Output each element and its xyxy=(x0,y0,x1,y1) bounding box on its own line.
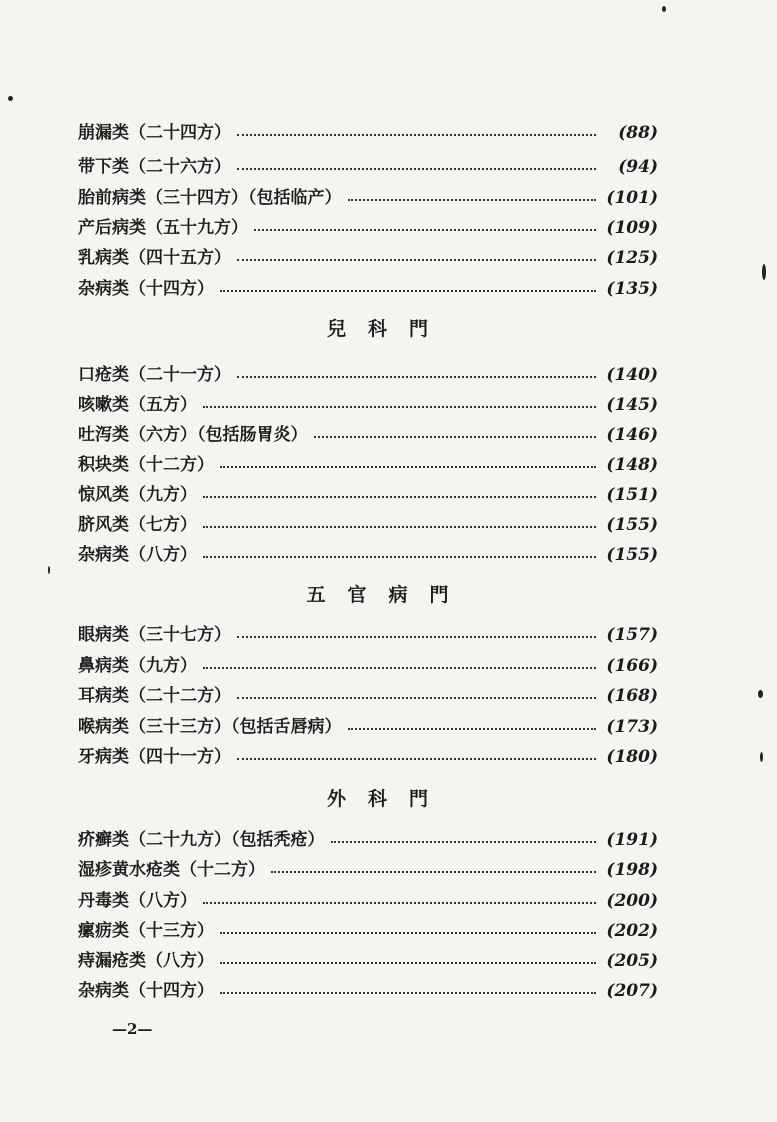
dot-leader xyxy=(220,932,596,934)
dot-leader xyxy=(348,728,597,730)
toc-entry xyxy=(78,360,658,390)
entry-label: 崩漏类（二十四方） xyxy=(78,123,231,143)
section-heading: 外科門 xyxy=(326,788,450,810)
scan-speck xyxy=(662,6,666,12)
entry-page: (205) xyxy=(606,951,658,971)
entry-label: 杂病类（八方） xyxy=(78,545,197,565)
toc-entry xyxy=(78,213,658,243)
dot-leader xyxy=(220,466,596,468)
entry-page: (198) xyxy=(606,860,658,880)
dot-leader xyxy=(237,758,596,760)
dot-leader xyxy=(203,902,596,904)
toc-entry xyxy=(78,450,658,480)
dot-leader xyxy=(220,962,596,964)
section-heading: 兒科門 xyxy=(326,318,450,340)
scan-speck xyxy=(762,264,766,280)
entry-label: 牙病类（四十一方） xyxy=(78,747,231,767)
entry-page: (146) xyxy=(606,425,658,445)
toc-entry xyxy=(78,510,658,540)
toc-entry xyxy=(78,855,658,885)
entry-label: 胎前病类（三十四方）（包括临产） xyxy=(78,188,342,208)
toc-entry xyxy=(78,480,658,510)
dot-leader xyxy=(237,259,596,261)
toc-entry xyxy=(78,742,658,772)
entry-page: (140) xyxy=(606,365,658,385)
dot-leader xyxy=(203,406,596,408)
entry-label: 鼻病类（九方） xyxy=(78,656,197,676)
toc-entry xyxy=(78,183,658,213)
entry-label: 痔漏疮类（八方） xyxy=(78,951,214,971)
entry-page: (200) xyxy=(606,891,658,911)
toc-entry xyxy=(78,540,658,570)
dot-leader xyxy=(237,697,596,699)
entry-label: 杂病类（十四方） xyxy=(78,981,214,1001)
dot-leader xyxy=(331,841,597,843)
entry-label: 乳病类（四十五方） xyxy=(78,248,231,268)
dot-leader xyxy=(271,871,596,873)
dot-leader xyxy=(237,134,596,136)
entry-label: 疥癣类（二十九方）（包括秃疮） xyxy=(78,830,325,850)
entry-page: (166) xyxy=(606,656,658,676)
entry-page: (94) xyxy=(618,157,658,177)
entry-label: 耳病类（二十二方） xyxy=(78,686,231,706)
entry-label: 杂病类（十四方） xyxy=(78,279,214,299)
entry-label: 丹毒类（八方） xyxy=(78,891,197,911)
entry-label: 眼病类（三十七方） xyxy=(78,625,231,645)
toc-entry xyxy=(78,712,658,742)
entry-label: 脐风类（七方） xyxy=(78,515,197,535)
dot-leader xyxy=(254,229,596,231)
entry-label: 湿疹黄水疮类（十二方） xyxy=(78,860,265,880)
toc-entry xyxy=(78,390,658,420)
dot-leader xyxy=(220,992,596,994)
entry-page: (88) xyxy=(618,123,658,143)
toc-entry xyxy=(78,681,658,711)
toc-entry xyxy=(78,274,658,304)
entry-page: (145) xyxy=(606,395,658,415)
entry-label: 瘰疬类（十三方） xyxy=(78,921,214,941)
dot-leader xyxy=(203,496,596,498)
entry-page: (155) xyxy=(606,545,658,565)
toc-entry xyxy=(78,916,658,946)
entry-label: 喉病类（三十三方）（包括舌唇病） xyxy=(78,717,342,737)
entry-label: 带下类（二十六方） xyxy=(78,157,231,177)
toc-entry xyxy=(78,620,658,650)
dot-leader xyxy=(220,290,596,292)
scan-speck xyxy=(760,752,763,762)
entry-page: (148) xyxy=(606,455,658,475)
entry-page: (125) xyxy=(606,248,658,268)
entry-page: (173) xyxy=(606,717,658,737)
section-heading: 五官病門 xyxy=(306,584,471,606)
dot-leader xyxy=(203,667,596,669)
dot-leader xyxy=(348,199,597,201)
toc-entry xyxy=(78,118,658,148)
entry-page: (191) xyxy=(606,830,658,850)
scan-speck xyxy=(8,96,13,101)
dot-leader xyxy=(237,168,596,170)
toc-entry xyxy=(78,946,658,976)
toc-entry xyxy=(78,976,658,1006)
toc-entry xyxy=(78,152,658,182)
entry-page: (151) xyxy=(606,485,658,505)
toc-entry xyxy=(78,886,658,916)
entry-page: (180) xyxy=(606,747,658,767)
dot-leader xyxy=(237,376,596,378)
toc-entry xyxy=(78,651,658,681)
entry-page: (157) xyxy=(606,625,658,645)
entry-page: (101) xyxy=(606,188,658,208)
entry-label: 咳嗽类（五方） xyxy=(78,395,197,415)
entry-label: 惊风类（九方） xyxy=(78,485,197,505)
entry-label: 积块类（十二方） xyxy=(78,455,214,475)
page-number: —2— xyxy=(112,1020,153,1038)
dot-leader xyxy=(203,556,596,558)
scan-speck xyxy=(758,690,763,698)
dot-leader xyxy=(203,526,596,528)
toc-entry xyxy=(78,825,658,855)
toc-entry xyxy=(78,420,658,450)
toc-entry xyxy=(78,243,658,273)
entry-label: 口疮类（二十一方） xyxy=(78,365,231,385)
entry-page: (207) xyxy=(606,981,658,1001)
entry-page: (135) xyxy=(606,279,658,299)
entry-page: (168) xyxy=(606,686,658,706)
scan-speck xyxy=(48,566,50,574)
entry-page: (155) xyxy=(606,515,658,535)
dot-leader xyxy=(237,636,596,638)
entry-label: 产后病类（五十九方） xyxy=(78,218,248,238)
entry-page: (109) xyxy=(606,218,658,238)
dot-leader xyxy=(314,436,597,438)
entry-page: (202) xyxy=(606,921,658,941)
entry-label: 吐泻类（六方）（包括肠胃炎） xyxy=(78,425,308,445)
